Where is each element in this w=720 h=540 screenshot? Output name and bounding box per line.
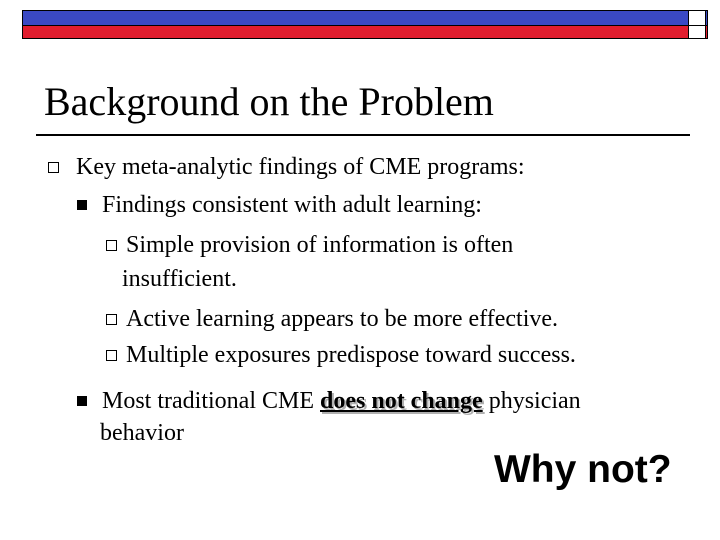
bullet-l2-item-2-text-before: Most traditional CME — [102, 388, 320, 414]
why-not-callout: Why not? — [494, 448, 672, 491]
bullet-l2-item-2-text-after: physician — [482, 388, 581, 414]
bullet-l2-item-2-line1 — [102, 386, 581, 416]
emphasis-does-not-change: does not change — [320, 388, 483, 414]
slide-title: Background on the Problem — [44, 79, 494, 124]
bullet-l2-item-1: Findings consistent with adult learning: — [102, 192, 482, 218]
hollow-square-bullet-icon — [48, 162, 59, 173]
bullet-l3-item-3: Multiple exposures predispose toward success. — [126, 342, 576, 368]
hollow-square-bullet-icon — [106, 314, 117, 325]
bullet-l3-item-2: Active learning appears to be more effective. — [126, 306, 559, 332]
bullet-l3-item-1-line2: insufficient. — [122, 266, 237, 292]
bullet-l3-item-1-line1: Simple provision of information is often — [126, 232, 514, 258]
hollow-square-bullet-icon — [106, 350, 117, 361]
solid-square-bullet-icon — [77, 200, 87, 210]
hollow-square-bullet-icon — [106, 240, 117, 251]
bullet-l1-item: Key meta-analytic findings of CME programs: — [76, 154, 525, 180]
bullet-l2-item-2-line2: behavior — [100, 420, 184, 446]
solid-square-bullet-icon — [77, 396, 87, 406]
